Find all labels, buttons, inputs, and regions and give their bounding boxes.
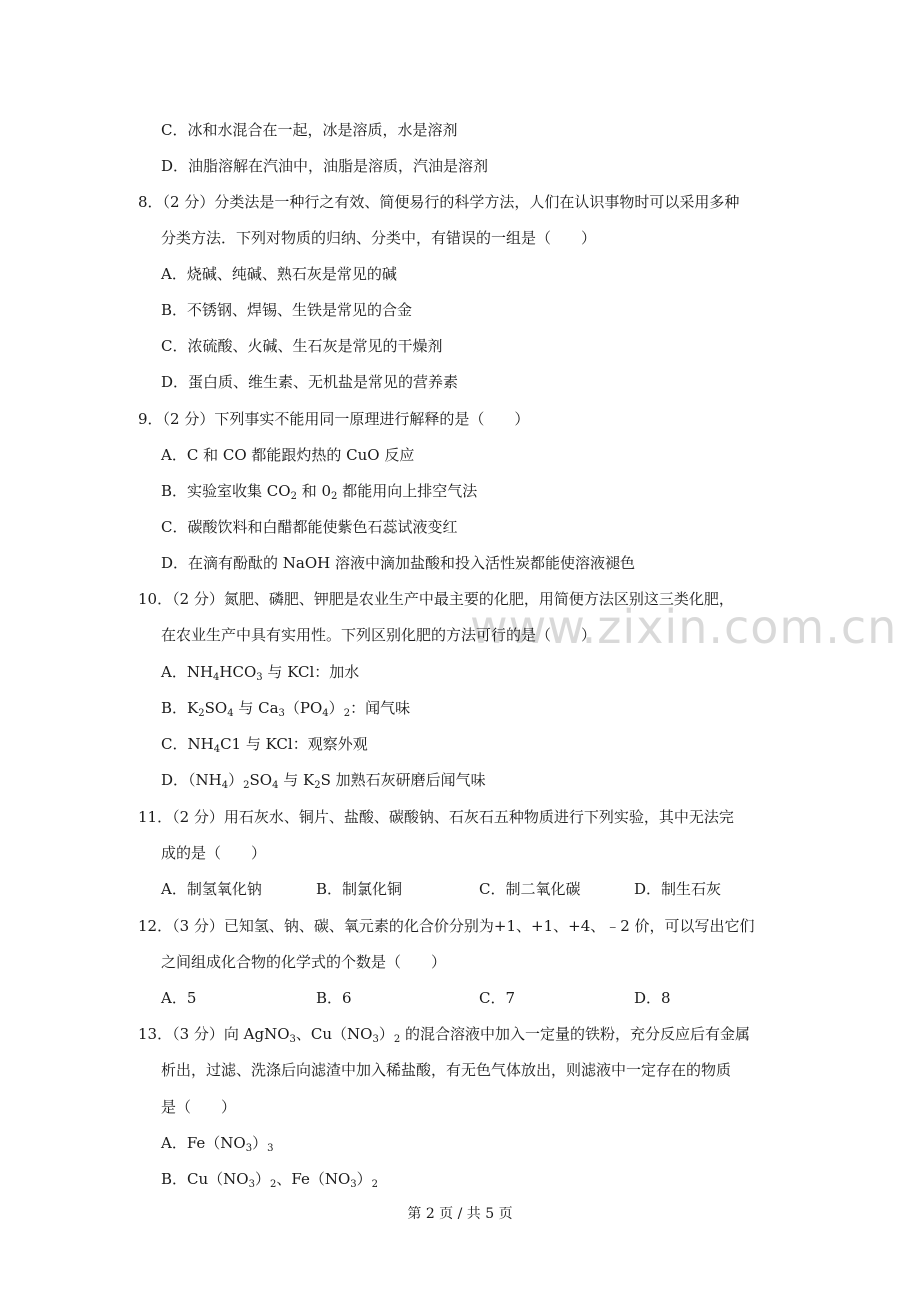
q9-option-c: C．碳酸饮料和白醋都能使紫色石蕊试液变红 — [161, 518, 458, 536]
watermark: www.zixin.com.cn — [470, 600, 898, 654]
q11-stem-line2: 成的是（ ） — [161, 844, 267, 862]
q8-stem-line2: 分类方法．下列对物质的归纳、分类中，有错误的一组是（ ） — [161, 229, 597, 247]
q10-option-b: B．$K_2SO_4$ 与 $Ca_3(PO_4)_2$：闻气味 — [161, 699, 411, 719]
q13-option-b: B．$Cu(NO_3)_2$、$Fe(NO_3)_2$ — [161, 1170, 379, 1190]
q8-option-c: C．浓硫酸、火碱、生石灰是常见的干燥剂 — [161, 337, 443, 355]
q13-option-a: A．$Fe(NO_3)_3$ — [161, 1134, 274, 1154]
q11-option-d: D．制生石灰 — [634, 880, 722, 898]
q8-stem-line1: 8．（2 分）分类法是一种行之有效、简便易行的科学方法，人们在认识事物时可以采用多种 — [138, 193, 740, 211]
q13-stem-line3: 是（ ） — [161, 1098, 237, 1116]
q10-option-a: A．$NH_4HCO_3$ 与 KCl：加水 — [161, 663, 360, 683]
q10-option-d: D．$(NH_4)_2SO_4$ 与 $K_2S$ 加熟石灰研磨后闻气味 — [161, 771, 486, 791]
q12-option-d: D．8 — [634, 989, 671, 1007]
q13-stem-line2: 析出，过滤、洗涤后向滤渣中加入稀盐酸，有无色气体放出，则滤液中一定存在的物质 — [161, 1061, 732, 1079]
q11-option-a: A．制氢氧化钠 — [161, 880, 262, 898]
q8-option-b: B．不锈钢、焊锡、生铁是常见的合金 — [161, 301, 413, 319]
q12-stem-line2: 之间组成化合物的化学式的个数是（ ） — [161, 953, 447, 971]
q8-option-a: A．烧碱、纯碱、熟石灰是常见的碱 — [161, 265, 397, 283]
q12-option-a: A．5 — [161, 989, 197, 1007]
q11-option-b: B．制氯化铜 — [316, 880, 403, 898]
q12-option-c: C．7 — [479, 989, 516, 1007]
q10-stem-line2: 在农业生产中具有实用性。下列区别化肥的方法可行的是（ ） — [161, 626, 597, 644]
q7-option-c: C．冰和水混合在一起，冰是溶质，水是溶剂 — [161, 121, 458, 139]
q10-option-c: C．$NH_4C1$ 与 KCl：观察外观 — [161, 735, 368, 755]
q9-option-d: D．在滴有酚酞的 NaOH 溶液中滴加盐酸和投入活性炭都能使溶液褪色 — [161, 554, 636, 572]
q9-stem: 9．（2 分）下列事实不能用同一原理进行解释的是（ ） — [138, 410, 530, 428]
q11-stem-line1: 11．（2 分）用石灰水、铜片、盐酸、碳酸钠、石灰石五种物质进行下列实验，其中无法完 — [138, 808, 734, 826]
q9-option-a: A．C 和 CO 都能跟灼热的 CuO 反应 — [161, 446, 415, 464]
q11-option-c: C．制二氧化碳 — [479, 880, 581, 898]
q8-option-d: D．蛋白质、维生素、无机盐是常见的营养素 — [161, 373, 459, 391]
q9-option-b: B．实验室收集 $CO_2$ 和 $0_2$ 都能用向上排空气法 — [161, 482, 478, 502]
q12-option-b: B．6 — [316, 989, 352, 1007]
q10-stem-line1: 10．（2 分）氮肥、磷肥、钾肥是农业生产中最主要的化肥，用简便方法区别这三类化肥， — [138, 590, 734, 608]
q13-stem-line1: 13．（3 分）向 AgNO$_3$、$Cu(NO_3)_2$ 的混合溶液中加入一定量的铁粉，充分反应后有金属 — [138, 1025, 751, 1045]
q12-stem-line1: 12．（3 分）已知氢、钠、碳、氧元素的化合价分别为+1、+1、+4、﹣2 价，可以写出它们 — [138, 917, 755, 935]
q7-option-d: D．油脂溶解在汽油中，油脂是溶质，汽油是溶剂 — [161, 157, 489, 175]
page-footer: 第 2 页 / 共 5 页 — [407, 1206, 513, 1222]
